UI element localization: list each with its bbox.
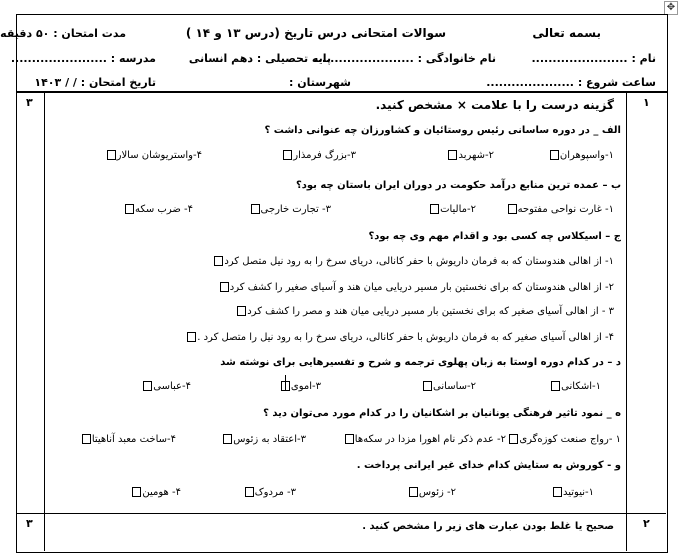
option[interactable]: ۴- از اهالی آسیای صغیر که به فرمان داریوش با حفر کانالی، دریای سرخ را به رود نیل را متصل کرد . bbox=[186, 332, 614, 343]
text-cursor bbox=[285, 375, 286, 391]
option[interactable]: ۲-شهربد bbox=[447, 150, 494, 161]
checkbox-icon[interactable] bbox=[423, 381, 432, 391]
option[interactable]: ۱-واسپوهران bbox=[549, 150, 614, 161]
option[interactable]: ۱-اشکانی bbox=[550, 381, 601, 392]
checkbox-icon[interactable] bbox=[508, 204, 517, 214]
checkbox-icon[interactable] bbox=[283, 150, 292, 160]
option[interactable]: ۱- غارت نواحی مفتوحه bbox=[507, 204, 614, 215]
exam-duration: مدت امتحان : ۵۰ دقیقه bbox=[0, 27, 126, 40]
question-stem: ج – اسیکلاس چه کسی بود و اقدام مهم وی چه بود؟ bbox=[368, 231, 621, 242]
question-number: ۲ bbox=[643, 517, 650, 530]
q2-divider bbox=[16, 513, 666, 514]
option[interactable]: ۴-واستریوشان سالار bbox=[106, 150, 202, 161]
checkbox-icon[interactable] bbox=[237, 306, 246, 316]
basmala: بسمه تعالی bbox=[532, 26, 601, 40]
question-score: ۳ bbox=[26, 517, 33, 530]
question-stem: الف _ در دوره ساسانی رئیس روستائیان و کشاورزان چه عنوانی داشت ؟ bbox=[264, 125, 621, 136]
checkbox-icon[interactable] bbox=[251, 204, 260, 214]
checkbox-icon[interactable] bbox=[132, 487, 141, 497]
option[interactable]: ۲- زئوس bbox=[408, 487, 456, 498]
option[interactable]: ۱-نیوتید bbox=[552, 487, 594, 498]
option[interactable]: ۳- تجارت خارجی bbox=[250, 204, 331, 215]
option[interactable]: ۴- هومین bbox=[131, 487, 181, 498]
question-score: ۳ bbox=[26, 96, 33, 109]
option[interactable]: ۳-اموی bbox=[280, 381, 321, 392]
question-stem: ه _ نمود تاثیر فرهنگی یونانیان بر اشکانیان را در کدام مورد می‌توان دید ؟ bbox=[263, 408, 621, 419]
option[interactable]: ۳- مردوک bbox=[244, 487, 296, 498]
start-time: ساعت شروع : ..................... bbox=[486, 76, 656, 89]
checkbox-icon[interactable] bbox=[448, 150, 457, 160]
question-stem: و - کوروش به ستایش کدام خدای غیر ایرانی پرداخت . bbox=[356, 460, 621, 471]
exam-title: سوالات امتحانی درس تاریخ (درس ۱۳ و ۱۴ ) bbox=[185, 26, 446, 40]
checkbox-icon[interactable] bbox=[553, 487, 562, 497]
checkbox-icon[interactable] bbox=[223, 434, 232, 444]
checkbox-icon[interactable] bbox=[550, 150, 559, 160]
exam-date: تاریخ امتحان : / / ۱۴۰۳ bbox=[34, 76, 156, 89]
option[interactable]: ۱ -رواج صنعت کوزه‌گری bbox=[508, 434, 621, 445]
checkbox-icon[interactable] bbox=[551, 381, 560, 391]
option[interactable]: ۲- عدم ذکر نام اهورا مزدا در سکه‌ها bbox=[344, 434, 506, 445]
checkbox-icon[interactable] bbox=[345, 434, 354, 444]
option[interactable]: ۲-ساسانی bbox=[422, 381, 476, 392]
checkbox-icon[interactable] bbox=[143, 381, 152, 391]
question-stem: د – در کدام دوره اوستا به زبان پهلوی ترجمه و شرح و تفسیرهایی برای نوشته شد bbox=[220, 357, 621, 368]
question-instruction: صحیح یا غلط بودن عبارت های زیر را مشخص کنید . bbox=[362, 521, 614, 532]
option[interactable]: ۲- از اهالی هندوستان که برای نخستین بار مسیر دریایی میان هند و آسیای صغیر را کشف کرد bbox=[219, 282, 614, 293]
question-number: ۱ bbox=[643, 96, 650, 109]
school: مدرسه : ....................... bbox=[10, 52, 156, 65]
option[interactable]: ۴-ساخت معبد آناهیتا bbox=[81, 434, 176, 445]
checkbox-icon[interactable] bbox=[187, 332, 196, 342]
grade: پایه تحصیلی : دهم انسانی bbox=[188, 52, 331, 65]
checkbox-icon[interactable] bbox=[214, 256, 223, 266]
option[interactable]: ۳ - از اهالی آسیای صغیر که برای نخستین بار مسیر دریایی میان هند و مصر را کشف کرد bbox=[236, 306, 614, 317]
option[interactable]: ۳-بزرگ فرمذار bbox=[282, 150, 356, 161]
student-name: نام : ....................... bbox=[531, 52, 656, 65]
option[interactable]: ۴-عباسی bbox=[142, 381, 191, 392]
move-handle-icon[interactable]: ✥ bbox=[664, 1, 678, 15]
checkbox-icon[interactable] bbox=[409, 487, 418, 497]
checkbox-icon[interactable] bbox=[509, 434, 518, 444]
city: شهرستان : bbox=[289, 76, 351, 89]
number-column-divider bbox=[626, 91, 627, 551]
checkbox-icon[interactable] bbox=[430, 204, 439, 214]
question-stem: ب – عمده ترین منابع درآمد حکومت در دوران ایران باستان چه بود؟ bbox=[295, 180, 621, 191]
checkbox-icon[interactable] bbox=[245, 487, 254, 497]
checkbox-icon[interactable] bbox=[220, 282, 229, 292]
option[interactable]: ۲-مالیات bbox=[429, 204, 476, 215]
student-family: نام خانوادگی : ........................ bbox=[313, 52, 496, 65]
option[interactable]: ۴- ضرب سکه bbox=[124, 204, 193, 215]
score-column-divider bbox=[44, 91, 45, 551]
option[interactable]: ۳-اعتقاد به زئوس bbox=[222, 434, 306, 445]
option[interactable]: ۱- از اهالی هندوستان که به فرمان داریوش با حفر کانالی، دریای سرخ را به رود نیل متصل کرد bbox=[213, 256, 614, 267]
question-instruction: گزینه درست را با علامت × مشخص کنید. bbox=[375, 98, 614, 112]
checkbox-icon[interactable] bbox=[82, 434, 91, 444]
checkbox-icon[interactable] bbox=[125, 204, 134, 214]
checkbox-icon[interactable] bbox=[107, 150, 116, 160]
